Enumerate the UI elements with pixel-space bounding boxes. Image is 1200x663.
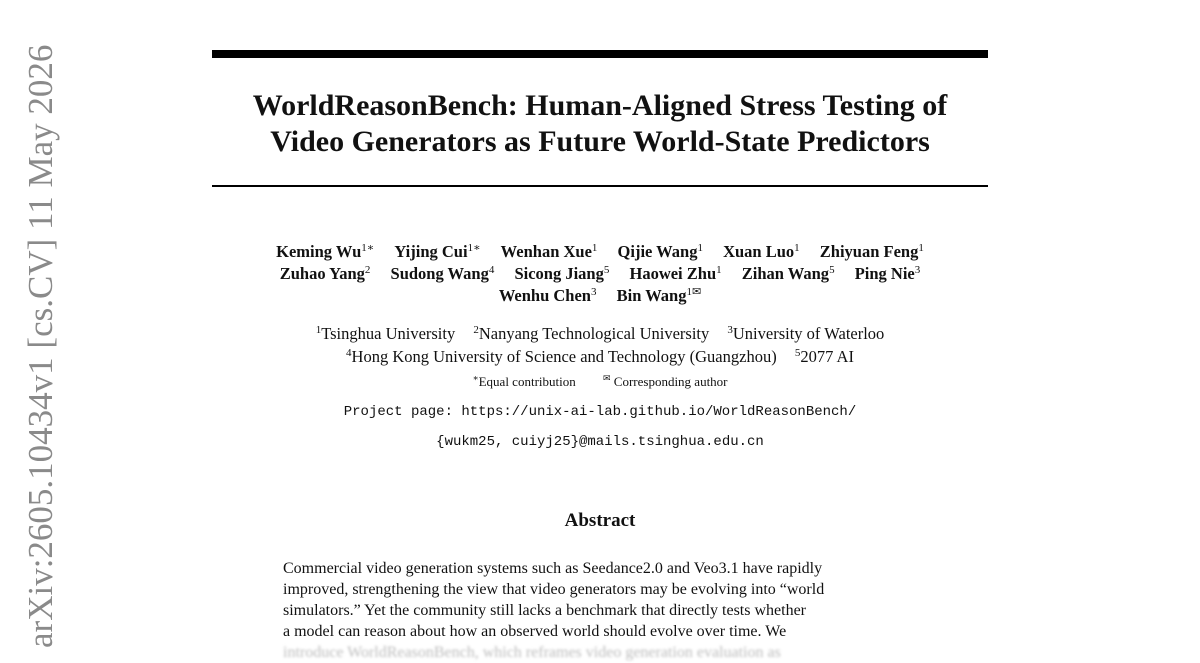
affiliation: $^5$2077 AI [794, 347, 854, 366]
abstract-line: Commercial video generation systems such as Seedance2.0 and Veo3.1 have rapidly [283, 560, 823, 577]
author: Xuan Luo$^1$ [723, 242, 800, 261]
author-list [200, 241, 1000, 307]
author-line [200, 263, 1000, 285]
author: Wenhu Chen$^3$ [498, 286, 597, 305]
author: Keming $Wu^{1∗}$ [276, 242, 375, 261]
abstract-line: improved, strengthening the view that video generators may be evolving into “world [283, 581, 825, 598]
abstract-line: introduce WorldReasonBench, which reframes video generation evaluation as [283, 644, 781, 661]
corresponding-author-note: ✉ Corresponding author [602, 373, 728, 389]
title-top-rule [212, 50, 988, 58]
title-bottom-rule [212, 185, 988, 187]
equal-contribution-note: ∗Equal contribution [472, 373, 576, 389]
author: Yijing Cui$^{1∗}$ [394, 242, 481, 261]
author-line [200, 285, 1000, 307]
author-line [200, 241, 1000, 263]
author: Qijie Wang$^1$ [617, 242, 703, 261]
author: Sudong Wang$^4$ [390, 264, 495, 283]
affiliation: $^4$Hong Kong University of Science and Technology (Guangzhou) [346, 347, 777, 366]
affiliation: $^3$University of Waterloo [727, 324, 885, 343]
contact-emails[interactable]: {wukm25, cuiyj25}@mails.tsinghua.edu.cn [436, 434, 764, 450]
author: Zhiyuan Feng$^1$ [819, 242, 924, 261]
envelope-icon: ✉ [602, 373, 611, 383]
author: Sicong Jiang$^5$ [514, 264, 610, 283]
affiliation-line [200, 345, 1000, 368]
abstract-line: a model can reason about how an observed world should evolve over time. We [283, 623, 787, 640]
author: Haowei Zhu$^1$ [629, 264, 722, 283]
title-line: WorldReasonBench: Human-Aligned Stress Testing of [252, 89, 948, 122]
author: Zuhao Yang$^2$ [279, 264, 371, 283]
author: Zihan Wang$^5$ [741, 264, 835, 283]
author: Wenhan Xue$^1$ [500, 242, 598, 261]
project-page-link[interactable]: Project page: https://unix-ai-lab.github.io/WorldReasonBench/ [343, 404, 857, 420]
abstract-line: simulators.” Yet the community still lacks a benchmark that directly tests whether [283, 602, 806, 619]
affiliation: $^1$Tsinghua University [315, 324, 456, 343]
paper-title [200, 88, 1000, 160]
affiliation-line [200, 322, 1000, 345]
affiliation: $^2$Nanyang Technological University [473, 324, 710, 343]
arxiv-identifier-stamp: arXiv:2605.10434v1 [cs.CV] 11 May 2026 [21, 44, 60, 648]
contribution-notes [200, 373, 1000, 391]
affiliation-list [200, 322, 1000, 368]
abstract-text [283, 558, 919, 663]
author: Ping Nie$^3$ [854, 264, 921, 283]
title-line: Video Generators as Future World-State Predictors [270, 125, 930, 158]
author: Bin Wang$^{1✉}$ [616, 286, 702, 305]
abstract-heading: Abstract [564, 510, 636, 531]
